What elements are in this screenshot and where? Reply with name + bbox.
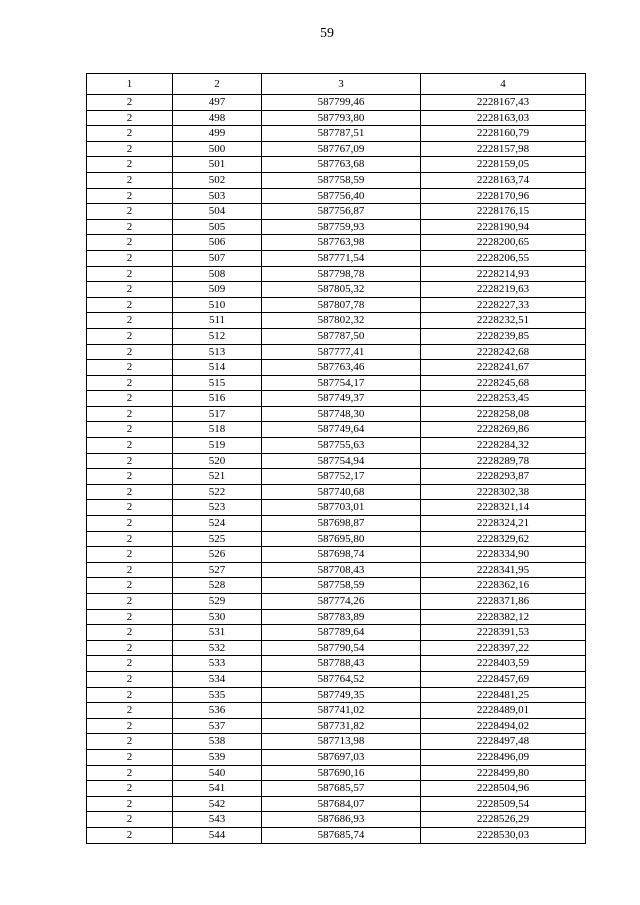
cell-x-coordinate: 587698,87 xyxy=(262,516,421,532)
table-row xyxy=(87,282,586,298)
cell-col-1: 2 xyxy=(87,95,173,111)
table-row xyxy=(87,469,586,485)
table-row xyxy=(87,126,586,142)
cell-col-1: 2 xyxy=(87,749,173,765)
table-row xyxy=(87,110,586,126)
cell-y-coordinate: 2228284,32 xyxy=(421,438,586,454)
cell-y-coordinate: 2228457,69 xyxy=(421,671,586,687)
cell-point-number: 501 xyxy=(173,157,262,173)
column-header-3: 3 xyxy=(262,74,421,95)
cell-point-number: 516 xyxy=(173,391,262,407)
cell-point-number: 512 xyxy=(173,328,262,344)
table-row xyxy=(87,235,586,251)
cell-col-1: 2 xyxy=(87,235,173,251)
cell-point-number: 539 xyxy=(173,749,262,765)
cell-col-1: 2 xyxy=(87,625,173,641)
cell-x-coordinate: 587802,32 xyxy=(262,313,421,329)
cell-y-coordinate: 2228371,86 xyxy=(421,594,586,610)
cell-point-number: 535 xyxy=(173,687,262,703)
cell-x-coordinate: 587695,80 xyxy=(262,531,421,547)
table-row xyxy=(87,765,586,781)
cell-y-coordinate: 2228329,62 xyxy=(421,531,586,547)
cell-x-coordinate: 587764,52 xyxy=(262,671,421,687)
cell-point-number: 520 xyxy=(173,453,262,469)
table-row xyxy=(87,360,586,376)
cell-y-coordinate: 2228362,16 xyxy=(421,578,586,594)
table-row xyxy=(87,656,586,672)
cell-point-number: 523 xyxy=(173,500,262,516)
cell-y-coordinate: 2228163,74 xyxy=(421,172,586,188)
cell-y-coordinate: 2228494,02 xyxy=(421,718,586,734)
cell-x-coordinate: 587690,16 xyxy=(262,765,421,781)
table-row xyxy=(87,594,586,610)
cell-point-number: 526 xyxy=(173,547,262,563)
cell-y-coordinate: 2228397,22 xyxy=(421,640,586,656)
cell-col-1: 2 xyxy=(87,438,173,454)
cell-x-coordinate: 587755,63 xyxy=(262,438,421,454)
coordinates-table xyxy=(86,73,586,844)
cell-y-coordinate: 2228160,79 xyxy=(421,126,586,142)
cell-col-1: 2 xyxy=(87,781,173,797)
cell-col-1: 2 xyxy=(87,656,173,672)
table-row xyxy=(87,375,586,391)
cell-x-coordinate: 587799,46 xyxy=(262,95,421,111)
cell-point-number: 534 xyxy=(173,671,262,687)
cell-point-number: 507 xyxy=(173,250,262,266)
table-row xyxy=(87,328,586,344)
cell-col-1: 2 xyxy=(87,547,173,563)
table-row xyxy=(87,625,586,641)
cell-y-coordinate: 2228334,90 xyxy=(421,547,586,563)
cell-point-number: 510 xyxy=(173,297,262,313)
table-row xyxy=(87,406,586,422)
table-row xyxy=(87,157,586,173)
cell-col-1: 2 xyxy=(87,406,173,422)
cell-col-1: 2 xyxy=(87,718,173,734)
cell-col-1: 2 xyxy=(87,344,173,360)
cell-y-coordinate: 2228489,01 xyxy=(421,703,586,719)
cell-point-number: 514 xyxy=(173,360,262,376)
table-row xyxy=(87,141,586,157)
page-number: 59 xyxy=(320,26,334,41)
cell-col-1: 2 xyxy=(87,640,173,656)
cell-y-coordinate: 2228157,98 xyxy=(421,141,586,157)
table-body xyxy=(87,95,586,844)
cell-point-number: 533 xyxy=(173,656,262,672)
table-row xyxy=(87,531,586,547)
cell-x-coordinate: 587754,17 xyxy=(262,375,421,391)
cell-y-coordinate: 2228239,85 xyxy=(421,328,586,344)
cell-x-coordinate: 587793,80 xyxy=(262,110,421,126)
cell-col-1: 2 xyxy=(87,671,173,687)
cell-col-1: 2 xyxy=(87,500,173,516)
cell-point-number: 503 xyxy=(173,188,262,204)
cell-y-coordinate: 2228509,54 xyxy=(421,796,586,812)
cell-col-1: 2 xyxy=(87,469,173,485)
table-row xyxy=(87,172,586,188)
cell-y-coordinate: 2228504,96 xyxy=(421,781,586,797)
table-row xyxy=(87,204,586,220)
table-row xyxy=(87,718,586,734)
cell-col-1: 2 xyxy=(87,827,173,843)
cell-col-1: 2 xyxy=(87,219,173,235)
cell-point-number: 543 xyxy=(173,812,262,828)
cell-point-number: 508 xyxy=(173,266,262,282)
cell-y-coordinate: 2228481,25 xyxy=(421,687,586,703)
cell-point-number: 530 xyxy=(173,609,262,625)
cell-x-coordinate: 587756,87 xyxy=(262,204,421,220)
cell-y-coordinate: 2228200,65 xyxy=(421,235,586,251)
table-row xyxy=(87,219,586,235)
cell-y-coordinate: 2228206,55 xyxy=(421,250,586,266)
cell-y-coordinate: 2228190,94 xyxy=(421,219,586,235)
cell-point-number: 544 xyxy=(173,827,262,843)
cell-x-coordinate: 587752,17 xyxy=(262,469,421,485)
cell-col-1: 2 xyxy=(87,141,173,157)
cell-y-coordinate: 2228526,29 xyxy=(421,812,586,828)
table-row xyxy=(87,266,586,282)
cell-point-number: 500 xyxy=(173,141,262,157)
cell-point-number: 499 xyxy=(173,126,262,142)
cell-point-number: 511 xyxy=(173,313,262,329)
cell-point-number: 528 xyxy=(173,578,262,594)
table-row xyxy=(87,297,586,313)
table-row xyxy=(87,95,586,111)
cell-col-1: 2 xyxy=(87,297,173,313)
cell-point-number: 504 xyxy=(173,204,262,220)
cell-x-coordinate: 587754,94 xyxy=(262,453,421,469)
cell-x-coordinate: 587767,09 xyxy=(262,141,421,157)
cell-y-coordinate: 2228176,15 xyxy=(421,204,586,220)
cell-point-number: 529 xyxy=(173,594,262,610)
column-header-2: 2 xyxy=(173,74,262,95)
cell-x-coordinate: 587713,98 xyxy=(262,734,421,750)
cell-point-number: 536 xyxy=(173,703,262,719)
table-row xyxy=(87,687,586,703)
cell-col-1: 2 xyxy=(87,516,173,532)
table-row xyxy=(87,313,586,329)
cell-y-coordinate: 2228219,63 xyxy=(421,282,586,298)
table-row xyxy=(87,438,586,454)
cell-x-coordinate: 587741,02 xyxy=(262,703,421,719)
cell-col-1: 2 xyxy=(87,391,173,407)
cell-point-number: 518 xyxy=(173,422,262,438)
cell-col-1: 2 xyxy=(87,266,173,282)
cell-col-1: 2 xyxy=(87,282,173,298)
cell-x-coordinate: 587790,54 xyxy=(262,640,421,656)
cell-x-coordinate: 587698,74 xyxy=(262,547,421,563)
cell-point-number: 525 xyxy=(173,531,262,547)
table-row xyxy=(87,703,586,719)
table-row xyxy=(87,516,586,532)
cell-x-coordinate: 587758,59 xyxy=(262,578,421,594)
cell-point-number: 540 xyxy=(173,765,262,781)
cell-x-coordinate: 587788,43 xyxy=(262,656,421,672)
cell-point-number: 497 xyxy=(173,95,262,111)
column-header-1: 1 xyxy=(87,74,173,95)
cell-col-1: 2 xyxy=(87,188,173,204)
cell-point-number: 509 xyxy=(173,282,262,298)
table-row xyxy=(87,547,586,563)
cell-y-coordinate: 2228497,48 xyxy=(421,734,586,750)
cell-x-coordinate: 587763,46 xyxy=(262,360,421,376)
table-row xyxy=(87,578,586,594)
cell-x-coordinate: 587708,43 xyxy=(262,562,421,578)
table-row xyxy=(87,671,586,687)
cell-col-1: 2 xyxy=(87,765,173,781)
column-header-4: 4 xyxy=(421,74,586,95)
cell-y-coordinate: 2228232,51 xyxy=(421,313,586,329)
header-row xyxy=(87,74,586,95)
cell-point-number: 522 xyxy=(173,484,262,500)
cell-x-coordinate: 587731,82 xyxy=(262,718,421,734)
cell-col-1: 2 xyxy=(87,796,173,812)
cell-x-coordinate: 587686,93 xyxy=(262,812,421,828)
cell-point-number: 517 xyxy=(173,406,262,422)
cell-x-coordinate: 587805,32 xyxy=(262,282,421,298)
cell-point-number: 537 xyxy=(173,718,262,734)
table-row xyxy=(87,796,586,812)
cell-col-1: 2 xyxy=(87,110,173,126)
cell-y-coordinate: 2228227,33 xyxy=(421,297,586,313)
cell-x-coordinate: 587787,51 xyxy=(262,126,421,142)
cell-col-1: 2 xyxy=(87,812,173,828)
cell-x-coordinate: 587703,01 xyxy=(262,500,421,516)
cell-point-number: 532 xyxy=(173,640,262,656)
cell-x-coordinate: 587763,68 xyxy=(262,157,421,173)
cell-point-number: 542 xyxy=(173,796,262,812)
cell-point-number: 531 xyxy=(173,625,262,641)
cell-y-coordinate: 2228302,38 xyxy=(421,484,586,500)
cell-x-coordinate: 587749,37 xyxy=(262,391,421,407)
table-row xyxy=(87,453,586,469)
cell-point-number: 515 xyxy=(173,375,262,391)
cell-y-coordinate: 2228163,03 xyxy=(421,110,586,126)
cell-col-1: 2 xyxy=(87,734,173,750)
cell-col-1: 2 xyxy=(87,609,173,625)
cell-y-coordinate: 2228242,68 xyxy=(421,344,586,360)
cell-x-coordinate: 587684,07 xyxy=(262,796,421,812)
cell-x-coordinate: 587789,64 xyxy=(262,625,421,641)
cell-x-coordinate: 587740,68 xyxy=(262,484,421,500)
cell-x-coordinate: 587787,50 xyxy=(262,328,421,344)
cell-point-number: 524 xyxy=(173,516,262,532)
cell-y-coordinate: 2228289,78 xyxy=(421,453,586,469)
cell-col-1: 2 xyxy=(87,703,173,719)
cell-y-coordinate: 2228496,09 xyxy=(421,749,586,765)
cell-y-coordinate: 2228530,03 xyxy=(421,827,586,843)
table-row xyxy=(87,749,586,765)
table-row xyxy=(87,484,586,500)
cell-point-number: 541 xyxy=(173,781,262,797)
cell-point-number: 498 xyxy=(173,110,262,126)
table-row xyxy=(87,422,586,438)
cell-point-number: 527 xyxy=(173,562,262,578)
cell-col-1: 2 xyxy=(87,360,173,376)
cell-col-1: 2 xyxy=(87,328,173,344)
table-row xyxy=(87,827,586,843)
cell-col-1: 2 xyxy=(87,578,173,594)
cell-col-1: 2 xyxy=(87,531,173,547)
cell-y-coordinate: 2228170,96 xyxy=(421,188,586,204)
cell-point-number: 505 xyxy=(173,219,262,235)
cell-y-coordinate: 2228269,86 xyxy=(421,422,586,438)
cell-x-coordinate: 587697,03 xyxy=(262,749,421,765)
table-row xyxy=(87,344,586,360)
cell-y-coordinate: 2228245,68 xyxy=(421,375,586,391)
cell-y-coordinate: 2228258,08 xyxy=(421,406,586,422)
table-row xyxy=(87,609,586,625)
cell-x-coordinate: 587783,89 xyxy=(262,609,421,625)
cell-y-coordinate: 2228499,80 xyxy=(421,765,586,781)
cell-col-1: 2 xyxy=(87,313,173,329)
cell-y-coordinate: 2228253,45 xyxy=(421,391,586,407)
cell-y-coordinate: 2228241,67 xyxy=(421,360,586,376)
cell-x-coordinate: 587685,57 xyxy=(262,781,421,797)
cell-col-1: 2 xyxy=(87,375,173,391)
table-row xyxy=(87,391,586,407)
cell-x-coordinate: 587756,40 xyxy=(262,188,421,204)
cell-y-coordinate: 2228293,87 xyxy=(421,469,586,485)
cell-y-coordinate: 2228214,93 xyxy=(421,266,586,282)
cell-x-coordinate: 587759,93 xyxy=(262,219,421,235)
cell-y-coordinate: 2228382,12 xyxy=(421,609,586,625)
cell-y-coordinate: 2228321,14 xyxy=(421,500,586,516)
table-row xyxy=(87,640,586,656)
cell-x-coordinate: 587798,78 xyxy=(262,266,421,282)
cell-col-1: 2 xyxy=(87,484,173,500)
cell-point-number: 521 xyxy=(173,469,262,485)
table-row xyxy=(87,734,586,750)
cell-col-1: 2 xyxy=(87,594,173,610)
table-header xyxy=(87,74,586,95)
cell-x-coordinate: 587777,41 xyxy=(262,344,421,360)
cell-x-coordinate: 587758,59 xyxy=(262,172,421,188)
cell-point-number: 513 xyxy=(173,344,262,360)
cell-point-number: 506 xyxy=(173,235,262,251)
cell-x-coordinate: 587774,26 xyxy=(262,594,421,610)
cell-y-coordinate: 2228403,59 xyxy=(421,656,586,672)
cell-point-number: 519 xyxy=(173,438,262,454)
cell-col-1: 2 xyxy=(87,422,173,438)
cell-y-coordinate: 2228159,05 xyxy=(421,157,586,173)
table-row xyxy=(87,562,586,578)
cell-y-coordinate: 2228341,95 xyxy=(421,562,586,578)
cell-col-1: 2 xyxy=(87,250,173,266)
cell-x-coordinate: 587771,54 xyxy=(262,250,421,266)
cell-x-coordinate: 587763,98 xyxy=(262,235,421,251)
cell-col-1: 2 xyxy=(87,204,173,220)
cell-y-coordinate: 2228324,21 xyxy=(421,516,586,532)
cell-y-coordinate: 2228167,43 xyxy=(421,95,586,111)
table-row xyxy=(87,781,586,797)
cell-col-1: 2 xyxy=(87,126,173,142)
cell-x-coordinate: 587749,35 xyxy=(262,687,421,703)
table-row xyxy=(87,500,586,516)
cell-point-number: 538 xyxy=(173,734,262,750)
table-row xyxy=(87,188,586,204)
table-row xyxy=(87,812,586,828)
cell-col-1: 2 xyxy=(87,687,173,703)
table-row xyxy=(87,250,586,266)
cell-col-1: 2 xyxy=(87,562,173,578)
cell-col-1: 2 xyxy=(87,172,173,188)
cell-x-coordinate: 587748,30 xyxy=(262,406,421,422)
cell-col-1: 2 xyxy=(87,453,173,469)
cell-x-coordinate: 587749,64 xyxy=(262,422,421,438)
cell-y-coordinate: 2228391,53 xyxy=(421,625,586,641)
cell-point-number: 502 xyxy=(173,172,262,188)
cell-x-coordinate: 587685,74 xyxy=(262,827,421,843)
cell-col-1: 2 xyxy=(87,157,173,173)
cell-x-coordinate: 587807,78 xyxy=(262,297,421,313)
